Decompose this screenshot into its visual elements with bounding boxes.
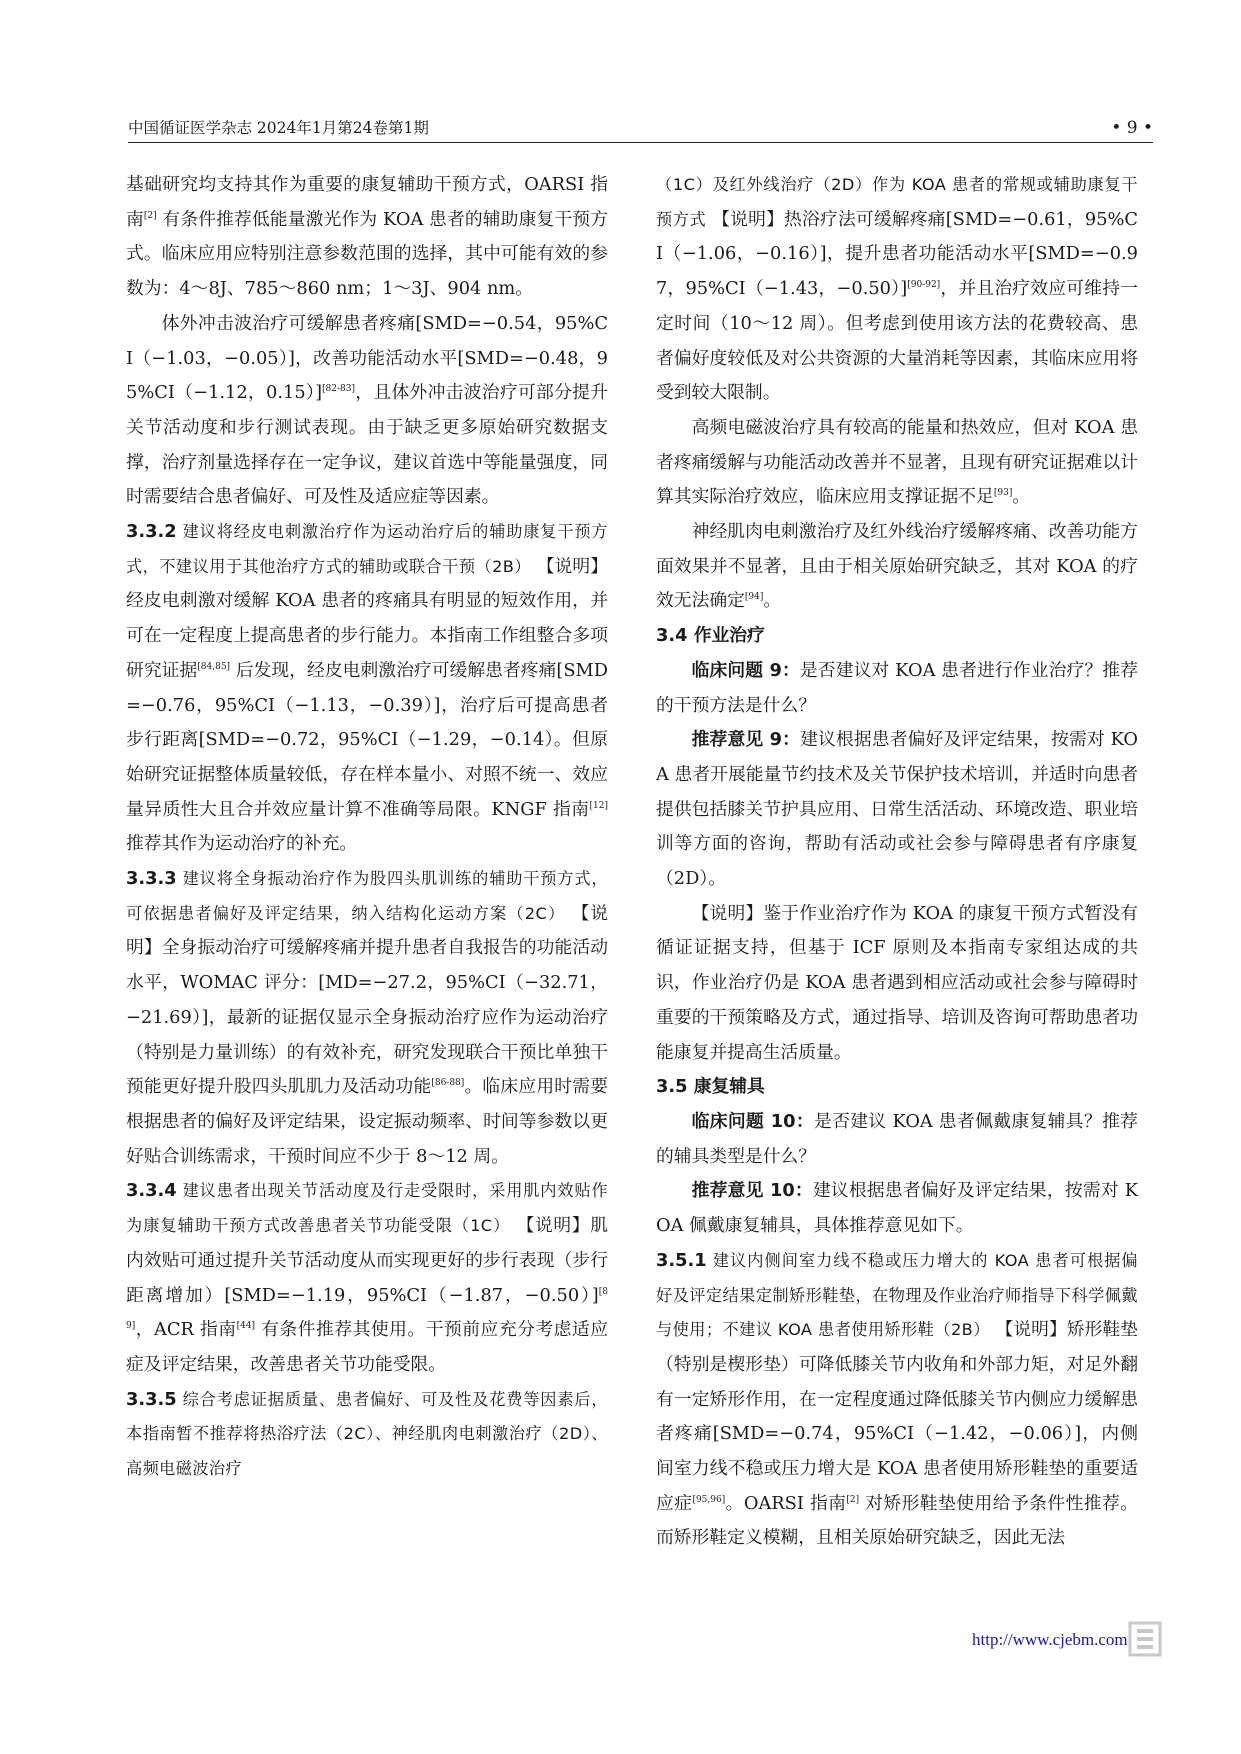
section-heading-3-4: 3.4 作业治疗	[656, 625, 765, 647]
recommendation: 建议将经皮电刺激治疗作为运动治疗后的辅助康复干预方式，不建议用于其他治疗方式的辅助或联合干预（2B）	[126, 522, 608, 576]
section-3-3-4: 3.3.4 建议患者出现关节活动度及行走受限时，采用肌内效贴作为康复辅助干预方式改善患者关节功能受限（1C） 【说明】肌内效贴可通过提升关节活动度从而实现更好的步行表现（步行距离增加）[SMD=−1.19，95%CI（−1.87，−0.50）][89]，ACR 指南[44] 有条件推荐其使用。干预前应充分考虑适应症及评定结果，改善患者关节功能受限。	[126, 1180, 608, 1375]
section-number: 3.5.1	[656, 1249, 707, 1271]
citation[interactable]: [94]	[744, 592, 764, 603]
journal-logo-icon	[1126, 1620, 1164, 1658]
citation[interactable]: [90-92]	[907, 280, 941, 291]
citation[interactable]: [2]	[846, 1494, 860, 1505]
section-heading-3-5: 3.5 康复辅具	[656, 1076, 765, 1098]
running-header	[128, 118, 1153, 146]
citation[interactable]: [12]	[589, 800, 608, 811]
section-3-3-5	[126, 1383, 608, 1487]
recommendation: 建议内侧间室力线不稳或压力增大的 KOA 患者可根据偏好及评定结果定制矫形鞋垫，在物理及作业治疗师指导下科学佩戴与使用；不建议 KOA 患者使用矫形鞋（2B）	[656, 1250, 1138, 1340]
paragraph: 高频电磁波治疗具有较高的能量和热效应，但对 KOA 患者疼痛缓解与功能活动改善并不显著，且现有研究证据难以计算其实际治疗效应，临床应用支撑证据不足[93]。	[656, 416, 1138, 508]
recommendation: 综合考虑证据质量、患者偏好、可及性及花费等因素后，本指南暂不推荐将热浴疗法（2C）、神经肌肉电刺激治疗（2D）、高频电磁波治疗	[126, 1389, 608, 1479]
section-number: 3.3.4	[126, 1180, 177, 1202]
citation[interactable]: [95,96]	[692, 1494, 726, 1505]
citation[interactable]: [44]	[236, 1321, 256, 1332]
section-number: 3.3.5	[126, 1388, 177, 1410]
journal-url-link[interactable]: http://www.cjebm.com	[972, 1630, 1128, 1649]
citation[interactable]: [86-88]	[431, 1078, 465, 1089]
recommendation-10: 推荐意见 10：建议根据患者偏好及评定结果，按需对 KOA 佩戴康复辅具，具体推荐意见如下。	[656, 1180, 1139, 1237]
journal-title: 中国循证医学杂志 2024年1月第24卷第1期	[128, 119, 429, 137]
recommendation: （1C）及红外线治疗（2D）作为 KOA 患者的常规或辅助康复干预方式	[656, 175, 1138, 229]
section-3-3-5-cont: （1C）及红外线治疗（2D）作为 KOA 患者的常规或辅助康复干预方式 【说明】热浴疗法可缓解疼痛[SMD=−0.61，95%CI（−1.06，−0.16）]，提升患者功能活动水平[SMD=−0.97，95%CI（−1.43，−0.50）][90-92]，并且治疗效应可维持一定时间（10～12 周）。但考虑到使用该方法的花费较高、患者偏好度较低及对公共资源的大量消耗等因素，其临床应用将受到较大限制。	[656, 175, 1139, 404]
clinical-question-9: 临床问题 9：是否建议对 KOA 患者进行作业治疗？推荐的干预方法是什么？	[656, 659, 1138, 716]
citation[interactable]: [93]	[993, 488, 1013, 499]
paragraph: 神经肌肉电刺激治疗及红外线治疗缓解疼痛、改善功能方面效果并不显著，且由于相关原始研究缺乏，其对 KOA 的疗效无法确定[94]。	[656, 521, 1138, 612]
recommendation: 建议患者出现关节活动度及行走受限时，采用肌内效贴作为康复辅助干预方式改善患者关节功能受限（1C）	[126, 1181, 608, 1236]
recommendation: 建议将全身振动治疗作为股四头肌训练的辅助干预方式，可依据患者偏好及评定结果，纳入结构化运动方案（2C）	[126, 869, 608, 923]
page-number: • 9 •	[1111, 118, 1153, 138]
citation[interactable]: [82-83]	[322, 384, 356, 395]
paragraph: 基础研究均支持其作为重要的康复辅助干预方式，OARSI 指南[2] 有条件推荐低能量激光作为 KOA 患者的辅助康复干预方式。临床应用应特别注意参数范围的选择，其中可能有效的参数为：4～8J、785～860 nm；1～3J、904 nm。	[126, 174, 608, 300]
note-9: 【说明】鉴于作业治疗作为 KOA 的康复干预方式暂没有循证证据支持，但基于 ICF 原则及本指南专家组达成的共识，作业治疗仍是 KOA 患者遇到相应活动或社会参与障碍时重要的干预策略及方式，通过指导、培训及咨询可帮助患者功能康复并提高生活质量。	[656, 902, 1138, 1063]
right-column	[656, 168, 1138, 1556]
recommendation-9: 推荐意见 9：建议根据患者偏好及评定结果，按需对 KOA 患者开展能量节约技术及关节保护技术培训，并适时向患者提供包括膝关节护具应用、日常生活活动、环境改造、职业培训等方面的咨询，帮助有活动或社会参与障碍患者有序康复（2D）。	[656, 729, 1138, 890]
citation[interactable]: [2]	[143, 210, 157, 221]
section-3-5-1: 3.5.1 建议内侧间室力线不稳或压力增大的 KOA 患者可根据偏好及评定结果定制矫形鞋垫，在物理及作业治疗师指导下科学佩戴与使用；不建议 KOA 患者使用矫形鞋（2B） 【说明】矫形鞋垫（特别是楔形垫）可降低膝关节内收角和外部力矩，对足外翻有一定矫形作用，在一定程度通过降低膝关节内侧应力缓解患者疼痛[SMD=−0.74，95%CI（−1.42，−0.06）]，内侧间室力线不稳或压力增大是 KOA 患者使用矫形鞋垫的重要适应症[95,96]。OARSI 指南[2] 对矫形鞋垫使用给予条件性推荐。而矫形鞋定义模糊，且相关原始研究缺乏，因此无法	[656, 1249, 1139, 1549]
section-3-3-2: 3.3.2 建议将经皮电刺激治疗作为运动治疗后的辅助康复干预方式，不建议用于其他治疗方式的辅助或联合干预（2B） 【说明】经皮电刺激对缓解 KOA 患者的疼痛具有明显的短效作用，并可在一定程度上提高患者的步行能力。本指南工作组整合多项研究证据[84,85] 后发现，经皮电刺激治疗可缓解患者疼痛[SMD=−0.76，95%CI（−1.13，−0.39）]，治疗后可提高患者步行距离[SMD=−0.72，95%CI（−1.29，−0.14）。但原始研究证据整体质量较低，存在样本量小、对照不统一、效应量异质性大且合并效应量计算不准确等局限。KNGF 指南[12] 推荐其作为运动治疗的补充。	[126, 521, 609, 855]
citation[interactable]: [89]	[126, 1286, 608, 1332]
section-number: 3.3.3	[126, 868, 177, 890]
header-rule	[128, 142, 1153, 143]
clinical-question-10: 临床问题 10：是否建议 KOA 患者佩戴康复辅具？推荐的辅具类型是什么？	[656, 1110, 1138, 1167]
citation[interactable]: [84,85]	[197, 661, 231, 672]
section-number: 3.3.2	[126, 521, 177, 543]
paragraph: 体外冲击波治疗可缓解患者疼痛[SMD=−0.54，95%CI（−1.03，−0.05）]，改善功能活动水平[SMD=−0.48，95%CI（−1.12，0.15）][82-83]，且体外冲击波治疗可部分提升关节活动度和步行测试表现。由于缺乏更多原始研究数据支撑，治疗剂量选择存在一定争议，建议首选中等能量强度，同时需要结合患者偏好、可及性及适应症等因素。	[126, 312, 608, 508]
left-column	[126, 168, 608, 1487]
section-3-3-3: 3.3.3 建议将全身振动治疗作为股四头肌训练的辅助干预方式，可依据患者偏好及评定结果，纳入结构化运动方案（2C） 【说明】全身振动治疗可缓解疼痛并提升患者自我报告的功能活动水平，WOMAC 评分：[MD=−27.2，95%CI（−32.71，−21.69）]，最新的证据仅显示全身振动治疗应作为运动治疗（特别是力量训练）的有效补充，研究发现联合干预比单独干预能更好提升股四头肌肌力及活动功能[86-88]。临床应用时需要根据患者的偏好及评定结果，设定振动频率、时间等参数以更好贴合训练需求，干预时间应不少于 8～12 周。	[126, 868, 608, 1167]
